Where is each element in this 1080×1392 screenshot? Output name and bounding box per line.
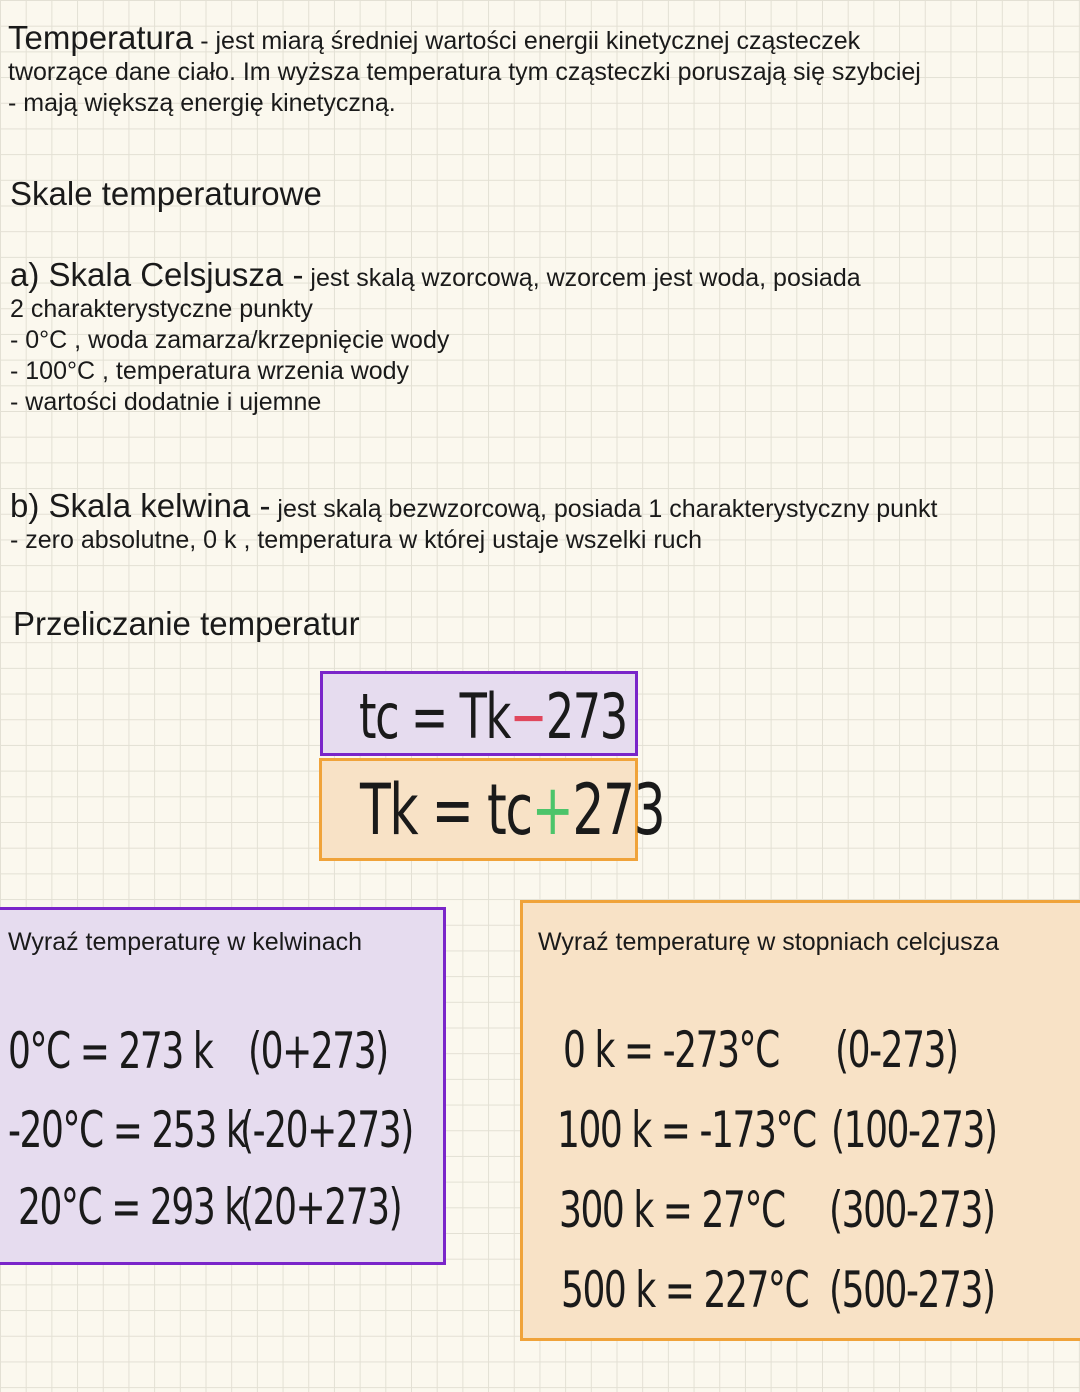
conversion-heading: Przeliczanie temperatur: [13, 605, 360, 642]
minus-sign: −: [509, 680, 546, 753]
celsius-desc: jest skalą wzorcową, wzorcem jest woda, posiada: [303, 264, 861, 292]
kelvin-row-eq: -20°C = 253 k: [8, 1101, 246, 1159]
kelvin-row-calc: (-20+273): [240, 1101, 413, 1159]
kelvin-row-eq: 0°C = 273 k: [8, 1022, 213, 1080]
celsius-row-eq: 100 k = -173°C: [557, 1101, 816, 1159]
kelvin-row-calc: (0+273): [248, 1022, 388, 1080]
celsius-line: - 0°C , woda zamarza/krzepnięcie wody: [10, 326, 450, 354]
kelvin-row-calc: (20+273): [240, 1178, 402, 1236]
kelvin-section: [10, 487, 938, 556]
kelvin-row-eq: 20°C = 293 k: [18, 1178, 244, 1236]
intro-line-1: - jest miarą średniej wartości energii kinetycznej cząsteczek: [193, 27, 861, 55]
celsius-line: - 100°C , temperatura wrzenia wody: [10, 357, 410, 385]
celsius-row-calc: (500-273): [829, 1261, 995, 1319]
celsius-line: - wartości dodatnie i ujemne: [10, 388, 322, 416]
formula-celsius-box: [320, 671, 638, 756]
celsius-title: a) Skala Celsjusza -: [10, 256, 304, 293]
celsius-row-calc: (100-273): [831, 1101, 997, 1159]
kelvin-exercise-box: [0, 907, 446, 1265]
intro-line-2: tworzące dane ciało. Im wyższa temperatura tym cząsteczki poruszają się szybciej: [8, 58, 921, 86]
formula-kelvin-box: [319, 758, 665, 861]
celsius-line: 2 charakterystyczne punkty: [10, 295, 313, 323]
kelvin-title: b) Skala kelwina -: [10, 487, 271, 524]
plus-sign: +: [531, 769, 573, 851]
celsius-row-calc: (300-273): [829, 1181, 995, 1239]
scales-heading: Skale temperaturowe: [10, 175, 322, 212]
intro-paragraph: [8, 19, 921, 119]
intro-line-3: - mają większą energię kinetyczną.: [8, 89, 396, 117]
kelvin-desc: jest skalą bezwzorcową, posiada 1 charakterystyczny punkt: [270, 495, 938, 523]
kelvin-box-title: Wyraź temperaturę w kelwinach: [8, 928, 363, 956]
celsius-row-calc: (0-273): [835, 1021, 958, 1079]
celsius-row-eq: 0 k = -273°C: [563, 1021, 779, 1079]
celsius-section: [10, 256, 861, 418]
formula-kelvin: Tk = tc+273: [360, 769, 665, 851]
celsius-box-title: Wyraź temperaturę w stopniach celcjusza: [538, 928, 1000, 956]
kelvin-line: - zero absolutne, 0 k , temperatura w której ustaje wszelki ruch: [10, 526, 702, 554]
celsius-exercise-box: [520, 900, 1080, 1341]
celsius-row-eq: 300 k = 27°C: [559, 1181, 785, 1239]
term-temperatura: Temperatura: [8, 19, 194, 56]
formula-celsius: tc = Tk−273: [359, 680, 627, 753]
celsius-row-eq: 500 k = 227°C: [561, 1261, 809, 1319]
